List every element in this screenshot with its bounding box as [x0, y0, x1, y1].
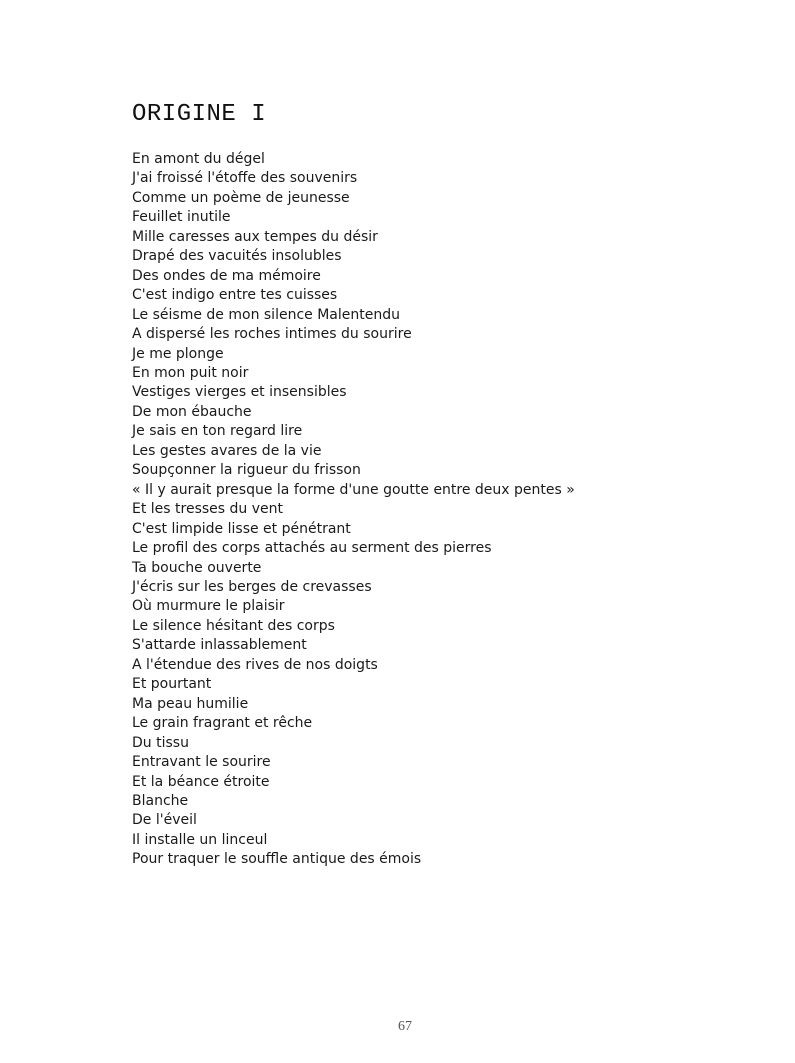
poem-line: Où murmure le plaisir: [132, 598, 285, 615]
poem-line: Du tissu: [132, 734, 189, 751]
poem-line: Et la béance étroite: [132, 773, 270, 790]
poem-line: Feuillet inutile: [132, 209, 231, 226]
poem-line: J'écris sur les berges de crevasses: [132, 578, 372, 595]
poem-line: C'est indigo entre tes cuisses: [132, 287, 338, 304]
poem-line: Comme un poème de jeunesse: [132, 189, 350, 206]
poem-line: Entravant le sourire: [132, 754, 271, 771]
poem-line: Le silence hésitant des corps: [132, 617, 335, 634]
poem-line: Le séisme de mon silence Malentendu: [132, 306, 400, 323]
poem-line: Ta bouche ouverte: [132, 559, 262, 576]
poem-line: Soupçonner la rigueur du frisson: [132, 462, 361, 479]
poem-line: Des ondes de ma mémoire: [132, 267, 321, 284]
poem-line: Je me plonge: [132, 345, 224, 362]
poem-line: Le profil des corps attachés au serment des pierres: [132, 540, 492, 557]
poem-line: De l'éveil: [132, 812, 197, 829]
poem-line: Les gestes avares de la vie: [132, 442, 322, 459]
poem-line: Ma peau humilie: [132, 695, 249, 712]
poem-title: ORIGINE I: [132, 101, 267, 128]
poem-line: Il installe un linceul: [132, 831, 268, 848]
poem-line: A l'étendue des rives de nos doigts: [132, 656, 378, 673]
poem-line: « Il y aurait presque la forme d'une goutte entre deux pentes »: [132, 481, 575, 498]
poem-line: Et pourtant: [132, 676, 212, 693]
poem-line: Drapé des vacuités insolubles: [132, 248, 342, 265]
poem-line: S'attarde inlassablement: [132, 637, 307, 654]
poem-line: Et les tresses du vent: [132, 501, 283, 518]
poem-line: Mille caresses aux tempes du désir: [132, 228, 378, 245]
poem-line: Pour traquer le souffle antique des émois: [132, 851, 422, 868]
poem-line: De mon ébauche: [132, 403, 252, 420]
poem-line: Le grain fragrant et rêche: [132, 715, 313, 732]
poem-line: Je sais en ton regard lire: [132, 423, 303, 440]
poem-line: En amont du dégel: [132, 151, 265, 167]
poem-line: Blanche: [132, 792, 189, 809]
page-number: 67: [398, 1019, 412, 1034]
poem-line: Vestiges vierges et insensibles: [132, 384, 347, 401]
poem-body: [132, 150, 732, 870]
poem-line: J'ai froissé l'étoffe des souvenirs: [132, 170, 358, 187]
poem-line: A dispersé les roches intimes du sourire: [132, 326, 412, 343]
poem-line: C'est limpide lisse et pénétrant: [132, 520, 351, 537]
poem-line: En mon puit noir: [132, 364, 249, 381]
